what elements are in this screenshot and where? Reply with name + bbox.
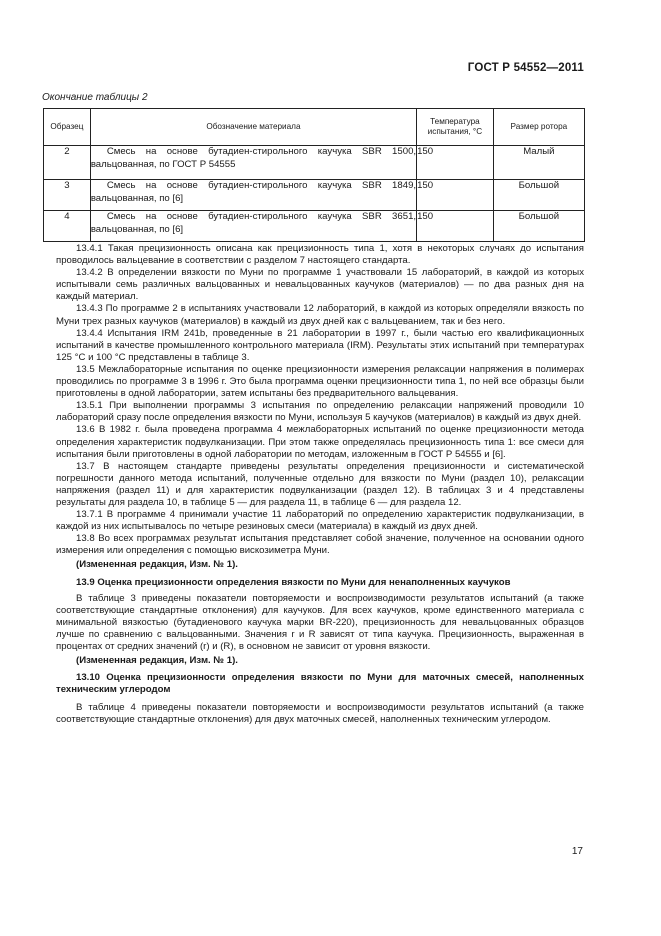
cell-rotor: Большой bbox=[493, 180, 584, 211]
paragraph-13-5-1: 13.5.1 При выполнении программы 3 испытания по определению релаксации напряжений проводили 10 лабораторий сразу после определения вязкости по Муни, используя 5 каучуков (материалов) в каждый из двух дней. bbox=[56, 400, 584, 424]
cell-temperature: 150 bbox=[417, 146, 494, 180]
section-heading-13-10: 13.10 Оценка прецизионности определения вязкости по Муни для маточных смесей, наполненных техническим углеродом bbox=[56, 672, 584, 696]
paragraph-13-4-4: 13.4.4 Испытания IRM 241b, проведенные в 21 лаборатории в 1997 г., были частью его квалификационных испытаний в качестве промышленного контрольного материала (IRM). Результаты этих испытаний при температурах 125 °С и 100 °С представлены в таблице 3. bbox=[56, 327, 584, 363]
paragraph-13-7-1: 13.7.1 В программе 4 принимали участие 11 лабораторий по определению характеристик подвулканизации, в каждой из них испытывалось по четыре резиновых смеси (материала) в каждый из двух дней. bbox=[56, 509, 584, 533]
table-row bbox=[44, 211, 585, 242]
paragraph-13-4-3: 13.4.3 По программе 2 в испытаниях участвовали 12 лабораторий, в каждой из которых определяли вязкость по Муни трех разных каучуков (материалов) в каждый из двух дней как с вальцеванием, так и без него. bbox=[56, 303, 584, 327]
paragraph-13-5: 13.5 Межлабораторные испытания по оценке прецизионности измерения релаксации напряжения в полимерах проводились по программе 3 в 1996 г. Это была программа оценки прецизионности типа 1, по ней все образцы были приготовлены в одной лаборатории, затем испытаны без предварительного вальцевания. bbox=[56, 363, 584, 400]
cell-sample: 4 bbox=[44, 211, 91, 242]
amendment-note: (Измененная редакция, Изм. № 1). bbox=[76, 655, 238, 667]
paragraph-13-9: В таблице 3 приведены показатели повторяемости и воспроизводимости результатов испытаний (а также соответствующие стандартные отклонения) для каучуков. Для всех каучуков, кроме единственного материала с минимальной вязкостью (бутадиенового каучука марки BR-220), прецизионность для невальцованных образцов лучше по сравнению с вальцованными. Значения r и R зависят от типа каучука. Прецизионность, выраженная в процентах от средних значений (r) и (R), в основном не зависит от уровня вязкости. bbox=[56, 592, 584, 652]
body-text bbox=[56, 243, 584, 727]
paragraph-13-6: 13.6 В 1982 г. была проведена программа 4 межлабораторных испытаний по оценке прецизионности метода определения характеристик подвулканизации. При этом также определялась прецизионность типа 1: все смеси для испытания были приготовлены в одной лаборатории по методам, изложенным в ГОСТ Р 54555 и [6]. bbox=[56, 424, 584, 460]
col-material: Обозначение материала bbox=[90, 109, 416, 146]
col-temperature: Температура испытания, °С bbox=[417, 109, 494, 146]
paragraph-13-4-1: 13.4.1 Такая прецизионность описана как прецизионность типа 1, хотя в некоторых случаях до испытания проводилось вальцевание в соответствии с разделом 7 настоящего стандарта. bbox=[56, 243, 584, 267]
paragraph-13-8: 13.8 Во всех программах результат испытания представляет собой значение, полученное на основании одного измерения или определения с помощью вискозиметра Муни. bbox=[56, 533, 584, 557]
cell-sample: 3 bbox=[44, 180, 91, 211]
cell-material: Смесь на основе бутадиен-стирольного каучука SBR 1500, вальцованная, по ГОСТ Р 54555 bbox=[90, 146, 416, 180]
cell-rotor: Большой bbox=[493, 211, 584, 242]
amendment-note: (Измененная редакция, Изм. № 1). bbox=[76, 559, 238, 571]
col-rotor: Размер ротора bbox=[493, 109, 584, 146]
materials-table bbox=[43, 108, 585, 242]
col-sample: Образец bbox=[44, 109, 91, 146]
paragraph-13-7: 13.7 В настоящем стандарте приведены результаты определения прецизионности и систематической погрешности данного метода испытаний, полученные отдельно для вязкости по Муни (раздел 10), релаксации напряжения (раздел 11) и для характеристик подвулканизации (раздел 12). В таблицах 3 и 4 представлены результаты для раздела 10, в таблице 5 — для раздела 11, в таблице 6 — для раздела 12. bbox=[56, 460, 584, 508]
table-row bbox=[44, 146, 585, 180]
cell-sample: 2 bbox=[44, 146, 91, 180]
page-number: 17 bbox=[571, 846, 583, 857]
table-row bbox=[44, 180, 585, 211]
paragraph-13-10: В таблице 4 приведены показатели повторяемости и воспроизводимости результатов испытаний (а также соответствующие стандартные отклонения) для двух маточных смесей, наполненных техническим углеродом. bbox=[56, 702, 584, 726]
cell-material: Смесь на основе бутадиен-стирольного каучука SBR 1849, вальцованная, по [6] bbox=[90, 180, 416, 211]
cell-temperature: 150 bbox=[417, 180, 494, 211]
cell-rotor: Малый bbox=[493, 146, 584, 180]
document-code: ГОСТ Р 54552—2011 bbox=[467, 62, 584, 74]
cell-temperature: 150 bbox=[417, 211, 494, 242]
section-heading-13-9: 13.9 Оценка прецизионности определения вязкости по Муни для ненаполненных каучуков bbox=[76, 576, 511, 588]
table-header-row bbox=[44, 109, 585, 146]
table-caption: Окончание таблицы 2 bbox=[42, 92, 148, 103]
cell-material: Смесь на основе бутадиен-стирольного каучука SBR 3651, вальцованная, по [6] bbox=[90, 211, 416, 242]
paragraph-13-4-2: 13.4.2 В определении вязкости по Муни по программе 1 участвовали 15 лабораторий, в каждой из которых испытывали семь различных вальцованных и невальцованных каучуков (материалов) — по два разных дня на каждый материал. bbox=[56, 267, 584, 303]
